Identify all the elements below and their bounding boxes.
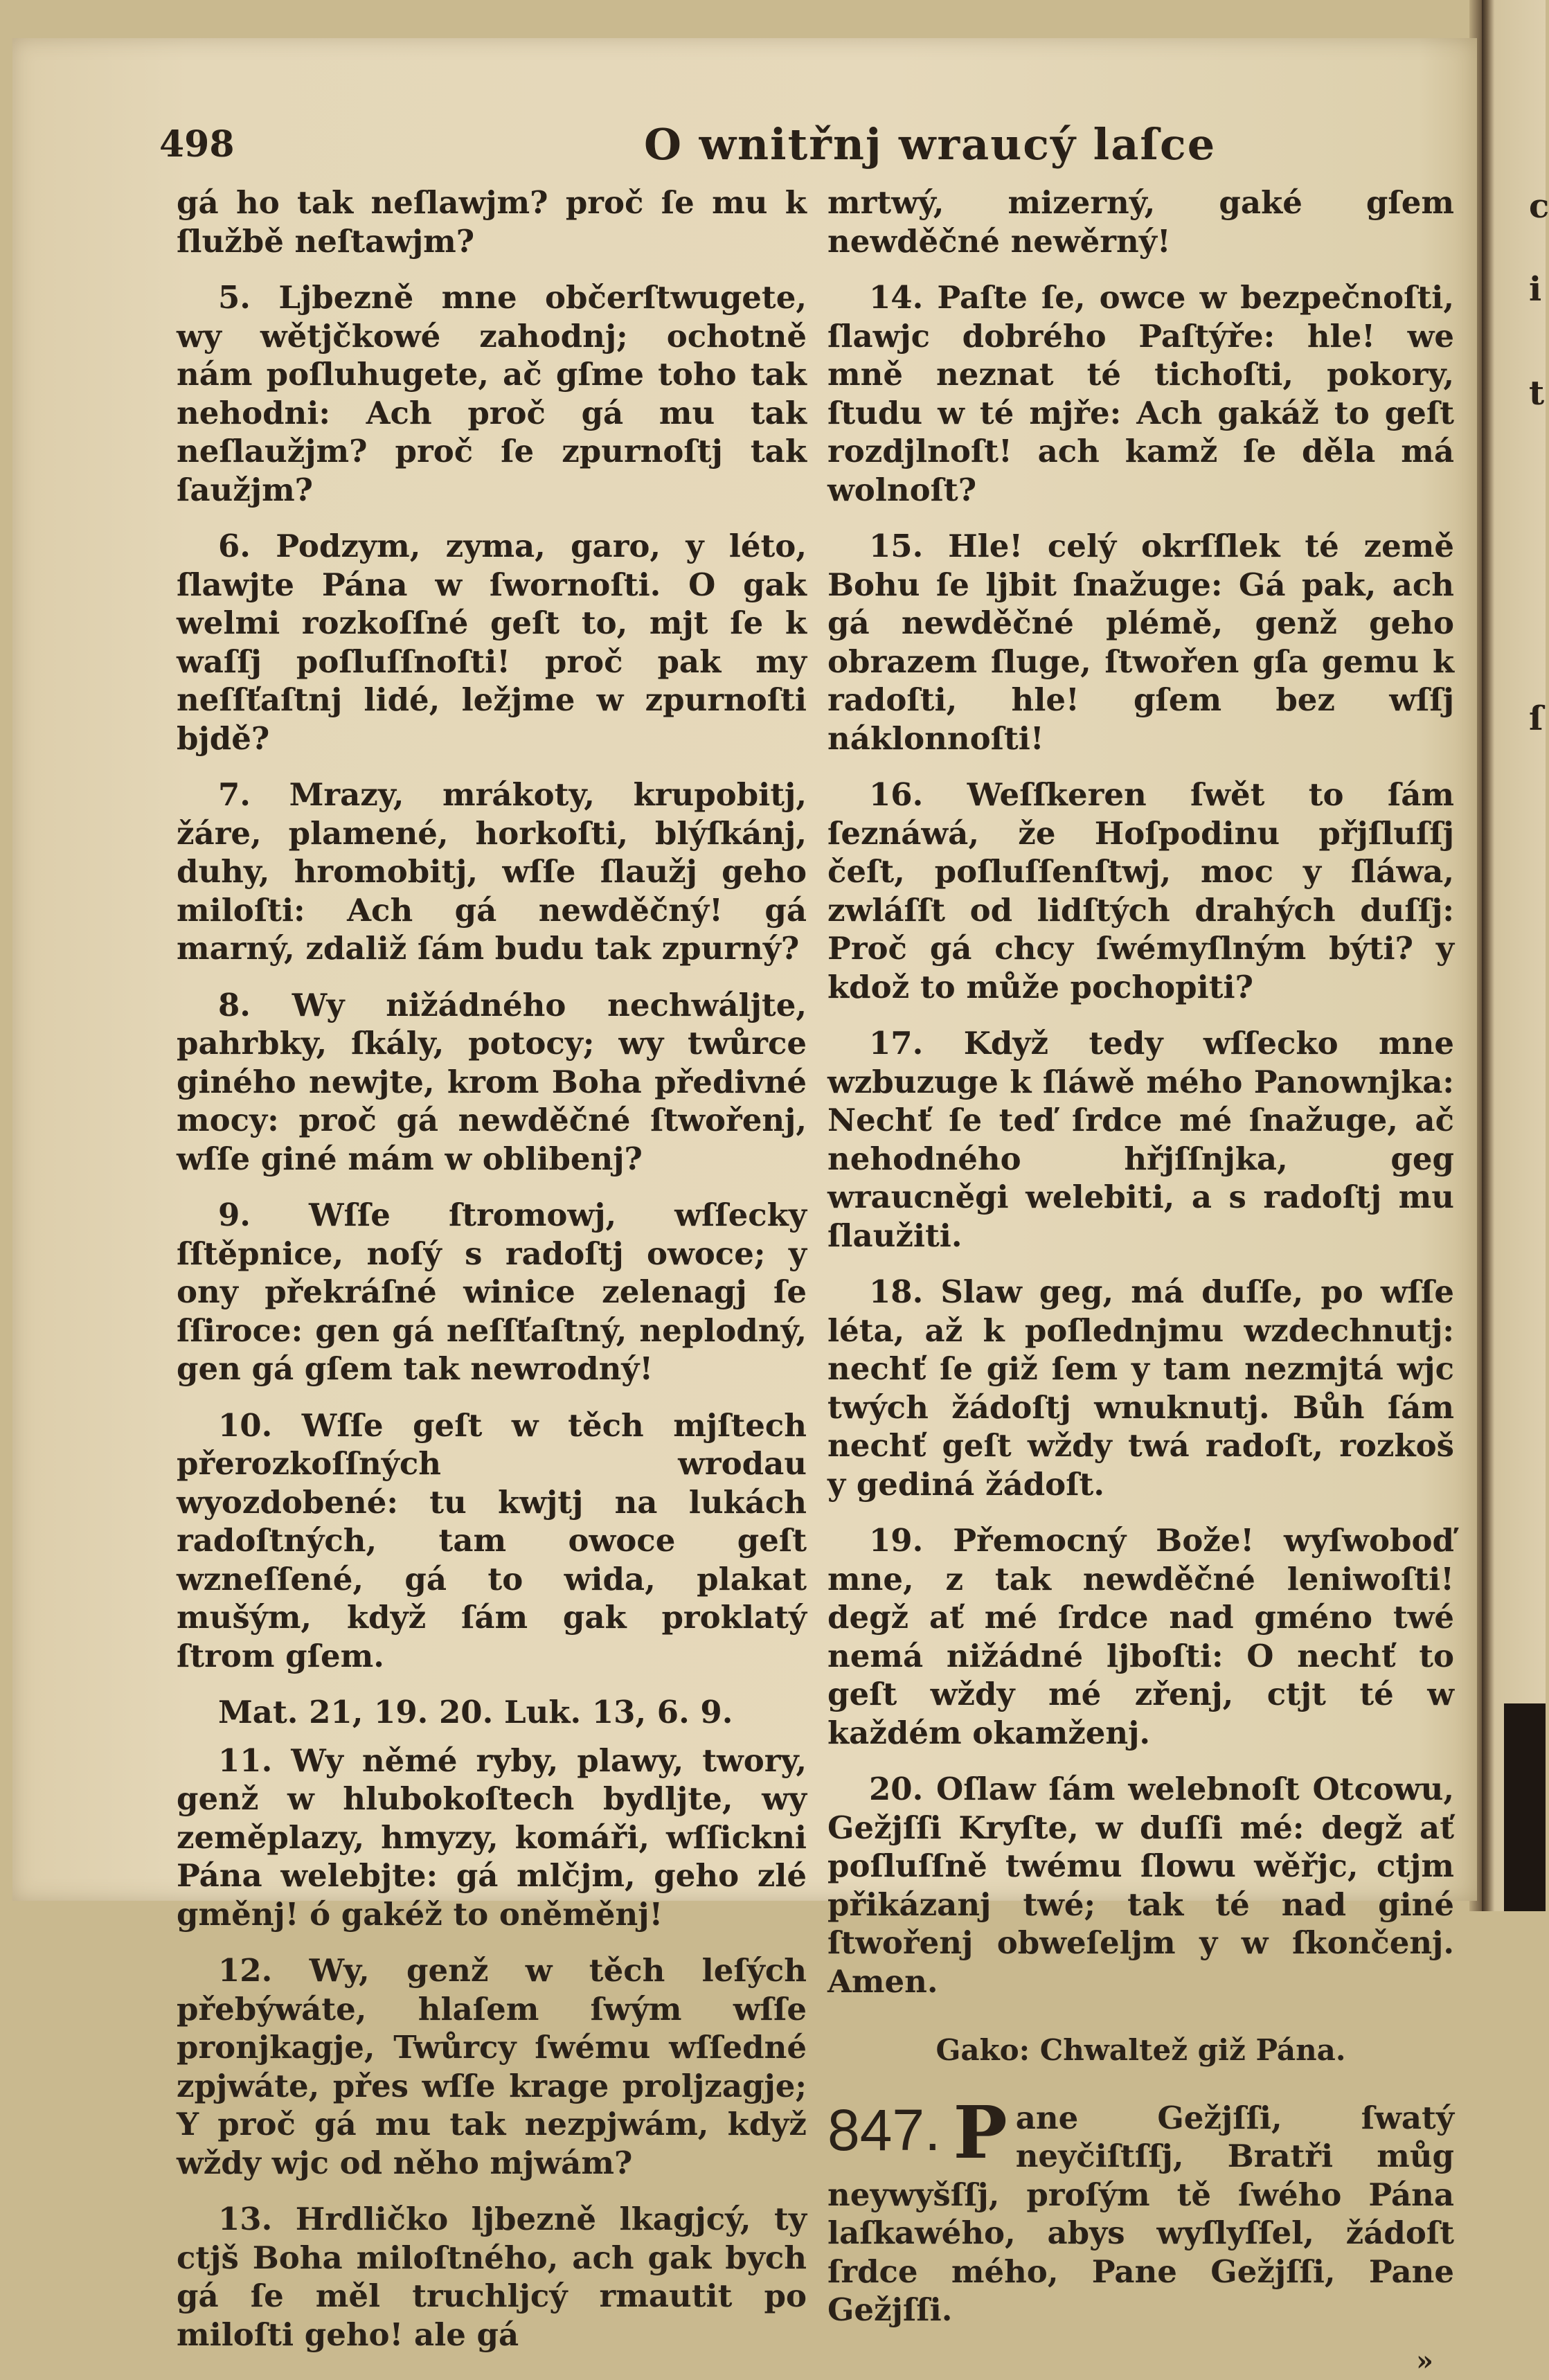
stanza-10: 10. Wſſe geſt w těch mjſtech přerozkoſſných wrodau wyozdobené: tu kwjtj na lukách radoſtných, tam owoce geſt wzneſſené, gá to wida, plakat mušým, když ſám gak proklatý ſtrom gſem.	[177, 1406, 807, 1676]
next-page-fragment: t	[1529, 374, 1544, 413]
left-column	[177, 184, 807, 2372]
stanza-11: 11. Wy němé ryby, plawy, twory, genž w hlubokoſtech bydljte, wy zeměplazy, hmyzy, komáři, wſſickni Pána welebjte: gá mlčjm, geho zlé gměnj! ó gakéž to oněměnj!	[177, 1742, 807, 1934]
drop-cap: P	[953, 2099, 1008, 2167]
stanza-continuation: mrtwý, mizerný, gaké gſem newděčné newěrný!	[827, 184, 1454, 260]
stanza-6: 6. Podzym, zyma, garo, y léto, ſlawjte Pána w ſwornoſti. O gak welmi rozkoſſné geſt to, mjt ſe k waſſj poſluſſnoſti! proč pak my neſſťaſtnj lidé, ležjme w zpurnoſti bjdě?	[177, 527, 807, 758]
next-page-fragment: i	[1529, 270, 1541, 309]
stanza-9: 9. Wſſe ſtromowj, wſſecky ſſtěpnice, noſý s radoſtj owoce; y ony překráſné winice zelenagj ſe ſſiroce: gen gá neſſťaſtný, neplodný, gen gá gſem tak newrodný!	[177, 1196, 807, 1388]
hymn-number: 847.	[827, 2099, 941, 2161]
stanza-12: 12. Wy, genž w těch leſých přebýwáte, hlaſem ſwým wſſe pronjkagje, Twůrcy ſwému wſſedné zpjwáte, přes wſſe krage proljzagje; Y proč gá mu tak nezpjwám, když wždy wjc od něho mjwám?	[177, 1951, 807, 2182]
stanza-7: 7. Mrazy, mrákoty, krupobitj, žáre, plamené, horkoſti, blýſkánj, duhy, hromobitj, wſſe ſlaužj geho miloſti: Ach gá newděčný! gá marný, zdaliž ſám budu tak zpurný?	[177, 776, 807, 968]
hymn-847	[827, 2099, 1454, 2329]
page-number: 498	[159, 123, 235, 165]
stanza-17: 17. Když tedy wſſecko mne wzbuzuge k ſláwě mého Panownjka: Nechť ſe teď ſrdce mé ſnažuge, ač nehodného hřjſſnjka, geg wraucněgi welebiti, a s radoſtj mu ſlaužiti.	[827, 1024, 1454, 1255]
page-shadow	[1504, 1703, 1546, 1911]
stanza-5: 5. Ljbezně mne občerſtwugete, wy wětjčkowé zahodnj; ochotně nám poſluhugete, ač gſme toho tak nehodni: Ach proč gá mu tak neſlaužjm? proč ſe zpurnoſtj tak ſaužjm?	[177, 278, 807, 509]
stanza-20: 20. Oſlaw ſám welebnoſt Otcowu, Gežjſſi Kryſte, w duſſi mé: degž ať poſluſſně twému ſlowu wěřjc, ctjm přikázanj twé; tak té nad giné ſtwořenj obweſeljm y w ſkončenj. Amen.	[827, 1770, 1454, 2001]
adjacent-page-edge	[1482, 0, 1546, 1911]
stanza-14: 14. Paſte ſe, owce w bezpečnoſti, ſlawjc dobrého Paſtýře: hle! we mně neznat té tichoſti, pokory, ſtudu w té mjře: Ach gakáž to geſt rozdjlnoſt! ach kamž ſe děla má wolnoſt?	[827, 278, 1454, 509]
next-page-fragment: c	[1529, 187, 1549, 226]
running-header	[159, 123, 1357, 179]
catchword: »	[827, 2342, 1454, 2380]
running-title: O wnitřnj wraucý laſce	[644, 119, 1216, 170]
stanza-16: 16. Weſſkeren ſwět to ſám ſeznáwá, že Hoſpodinu přjſluſſj čeſt, poſluſſenſtwj, moc y ſláwa, zwláſſt od lidſtých drahých duſſj: Proč gá chcy ſwémyſlným býti? y kdož to může pochopiti?	[827, 776, 1454, 1006]
stanza-18: 18. Slaw geg, má duſſe, po wſſe léta, až k poſlednjmu wzdechnutj: nechť ſe giž ſem y tam nezmjtá wjc twých žádoſtj wnuknutj. Bůh ſám nechť geſt wždy twá radoſt, rozkoš y gediná žádoſt.	[827, 1273, 1454, 1503]
stanza-8: 8. Wy nižádného nechwáljte, pahrbky, ſkály, potocy; wy twůrce giného newjte, krom Boha předivné mocy: proč gá newděčné ſtwořenj, wſſe giné mám w oblibenj?	[177, 986, 807, 1179]
right-column	[827, 184, 1454, 2380]
next-page-fragment: ſ	[1529, 699, 1543, 738]
hymn-text: ane Gežjſſi, ſwatý neyčiſtſſj, Bratři můg neywyšſſj, proſým tě ſwého Pána laſkawého, abys wyſlyſſel, žádoſt ſrdce mého, Pane Gežjſſi, Pane Gežjſſi.	[827, 2100, 1454, 2329]
stanza-13: 13. Hrdličko ljbezně lkagjcý, ty ctjš Boha miloſtného, ach gak bych gá ſe měl truchljcý rmautit po miloſti geho! ale gá	[177, 2200, 807, 2354]
stanza-19: 19. Přemocný Bože! wyſwoboď mne, z tak newděčné leniwoſti! degž ať mé ſrdce nad gméno twé nemá nižádné ljboſti: O nechť to geſt wždy mé zřenj, ctjt té w každém okamženj.	[827, 1521, 1454, 1752]
scripture-reference: Mat. 21, 19. 20. Luk. 13, 6. 9.	[177, 1693, 807, 1732]
stanza-continuation: gá ho tak neſlawjm? proč ſe mu k ſlužbě neſtawjm?	[177, 184, 807, 260]
hymn-tune-heading: Gako: Chwaltež giž Pána.	[827, 2031, 1454, 2070]
stanza-15: 15. Hle! celý okrſſlek té země Bohu ſe ljbit ſnažuge: Gá pak, ach gá newděčné plémě, genž geho obrazem ſluge, ſtwořen gſa gemu k radoſti, hle! gſem bez wſſj náklonnoſti!	[827, 527, 1454, 758]
